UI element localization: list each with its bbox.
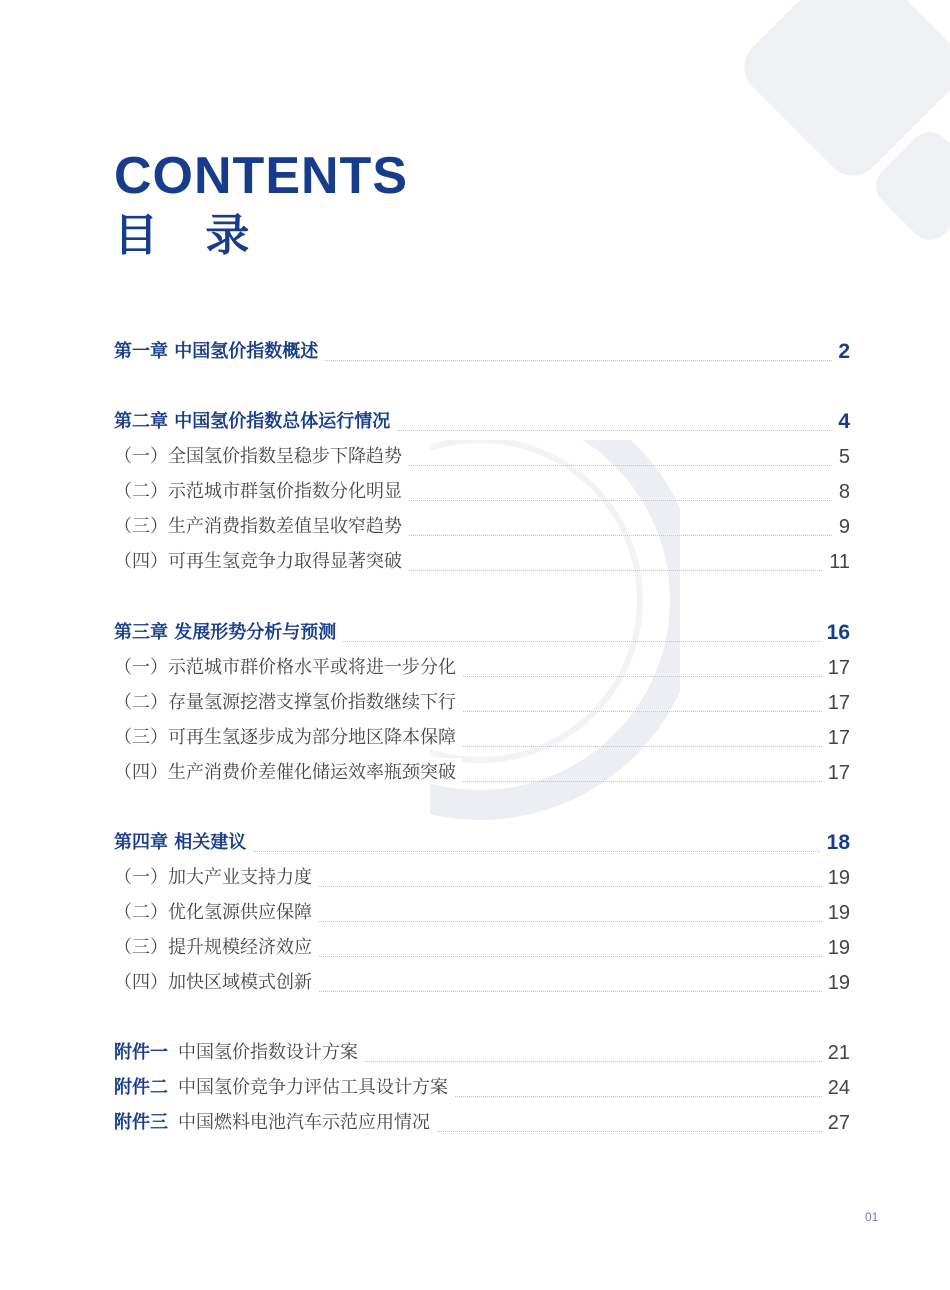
- toc-page-number: 21: [822, 1042, 850, 1065]
- toc-section-row[interactable]: [114, 963, 850, 998]
- toc-page-number: 9: [833, 516, 850, 539]
- toc-page-number: 17: [822, 692, 850, 715]
- toc-section-title: （二）存量氢源挖潜支撑氢价指数继续下行: [114, 688, 462, 714]
- toc-appendix-title: 中国燃料电池汽车示范应用情况: [178, 1112, 430, 1133]
- toc-page-number: 24: [822, 1077, 850, 1100]
- toc-section-row[interactable]: [114, 893, 850, 928]
- toc-page-number: 8: [833, 481, 850, 504]
- toc-section-title: （三）提升规模经济效应: [114, 933, 318, 959]
- toc-group-chapter-2: [114, 402, 850, 577]
- toc-page-number: 4: [832, 410, 850, 434]
- toc-chapter-row[interactable]: [114, 613, 850, 648]
- toc-chapter-title: 第二章 中国氢价指数总体运行情况: [114, 407, 396, 433]
- toc-page-number: 17: [822, 762, 850, 785]
- toc-page-number: 19: [822, 972, 850, 995]
- toc-page-number: 17: [822, 657, 850, 680]
- toc-page-number: 17: [822, 727, 850, 750]
- toc-section-title: （二）优化氢源供应保障: [114, 898, 318, 924]
- toc-title-chinese: 目 录: [114, 210, 266, 261]
- toc-section-title: （三）生产消费指数差值呈收窄趋势: [114, 512, 408, 538]
- toc-group-appendices: [114, 1033, 850, 1138]
- toc-group-chapter-1: [114, 332, 850, 367]
- toc-section-title: （一）加大产业支持力度: [114, 863, 318, 889]
- toc-section-row[interactable]: [114, 507, 850, 542]
- toc-section-row[interactable]: [114, 718, 850, 753]
- toc-section-title: （一）全国氢价指数呈稳步下降趋势: [114, 442, 408, 468]
- toc-appendix-text: [114, 1108, 436, 1134]
- toc-appendix-title: 中国氢价指数设计方案: [178, 1042, 358, 1063]
- toc-section-row[interactable]: [114, 542, 850, 577]
- toc-section-title: （四）加快区域模式创新: [114, 968, 318, 994]
- toc-page-number: 5: [833, 446, 850, 469]
- toc-section-row[interactable]: [114, 858, 850, 893]
- toc-page-number: 19: [822, 867, 850, 890]
- toc-appendix-text: [114, 1038, 364, 1064]
- appendix-prefix: 附件一: [114, 1042, 168, 1063]
- toc-page-number: 27: [822, 1112, 850, 1135]
- toc-appendix-title: 中国氢价竞争力评估工具设计方案: [178, 1077, 448, 1098]
- toc-section-title: （三）可再生氢逐步成为部分地区降本保障: [114, 723, 462, 749]
- toc-chapter-title: 第三章 发展形势分析与预测: [114, 618, 342, 644]
- toc-chapter-row[interactable]: [114, 402, 850, 437]
- toc-section-row[interactable]: [114, 928, 850, 963]
- appendix-prefix: 附件三: [114, 1112, 168, 1133]
- toc-section-row[interactable]: [114, 437, 850, 472]
- toc-section-title: （一）示范城市群价格水平或将进一步分化: [114, 653, 462, 679]
- toc-page-number: 19: [822, 937, 850, 960]
- toc-page-number: 11: [823, 551, 850, 574]
- toc-group-chapter-3: [114, 613, 850, 788]
- toc-page-number: 19: [822, 902, 850, 925]
- toc-section-row[interactable]: [114, 753, 850, 788]
- toc-appendix-row[interactable]: [114, 1033, 850, 1068]
- toc-section-title: （四）生产消费价差催化储运效率瓶颈突破: [114, 758, 462, 784]
- toc-page-number: 18: [821, 831, 850, 855]
- toc-section-row[interactable]: [114, 472, 850, 507]
- toc-chapter-title: 第四章 相关建议: [114, 828, 252, 854]
- toc-appendix-row[interactable]: [114, 1068, 850, 1103]
- toc-group-chapter-4: [114, 823, 850, 998]
- toc-section-title: （二）示范城市群氢价指数分化明显: [114, 477, 408, 503]
- toc-appendix-row[interactable]: [114, 1103, 850, 1138]
- toc-page-number: 2: [832, 340, 850, 364]
- toc-section-row[interactable]: [114, 648, 850, 683]
- toc-chapter-row[interactable]: [114, 332, 850, 367]
- contents-title: CONTENTS: [114, 147, 408, 205]
- toc-appendix-text: [114, 1073, 454, 1099]
- toc-page-number: 16: [821, 621, 850, 645]
- toc-section-title: （四）可再生氢竞争力取得显著突破: [114, 547, 408, 573]
- toc-chapter-row[interactable]: [114, 823, 850, 858]
- toc-section-row[interactable]: [114, 683, 850, 718]
- page-number: 01: [865, 1210, 879, 1224]
- toc-chapter-title: 第一章 中国氢价指数概述: [114, 337, 324, 363]
- appendix-prefix: 附件二: [114, 1077, 168, 1098]
